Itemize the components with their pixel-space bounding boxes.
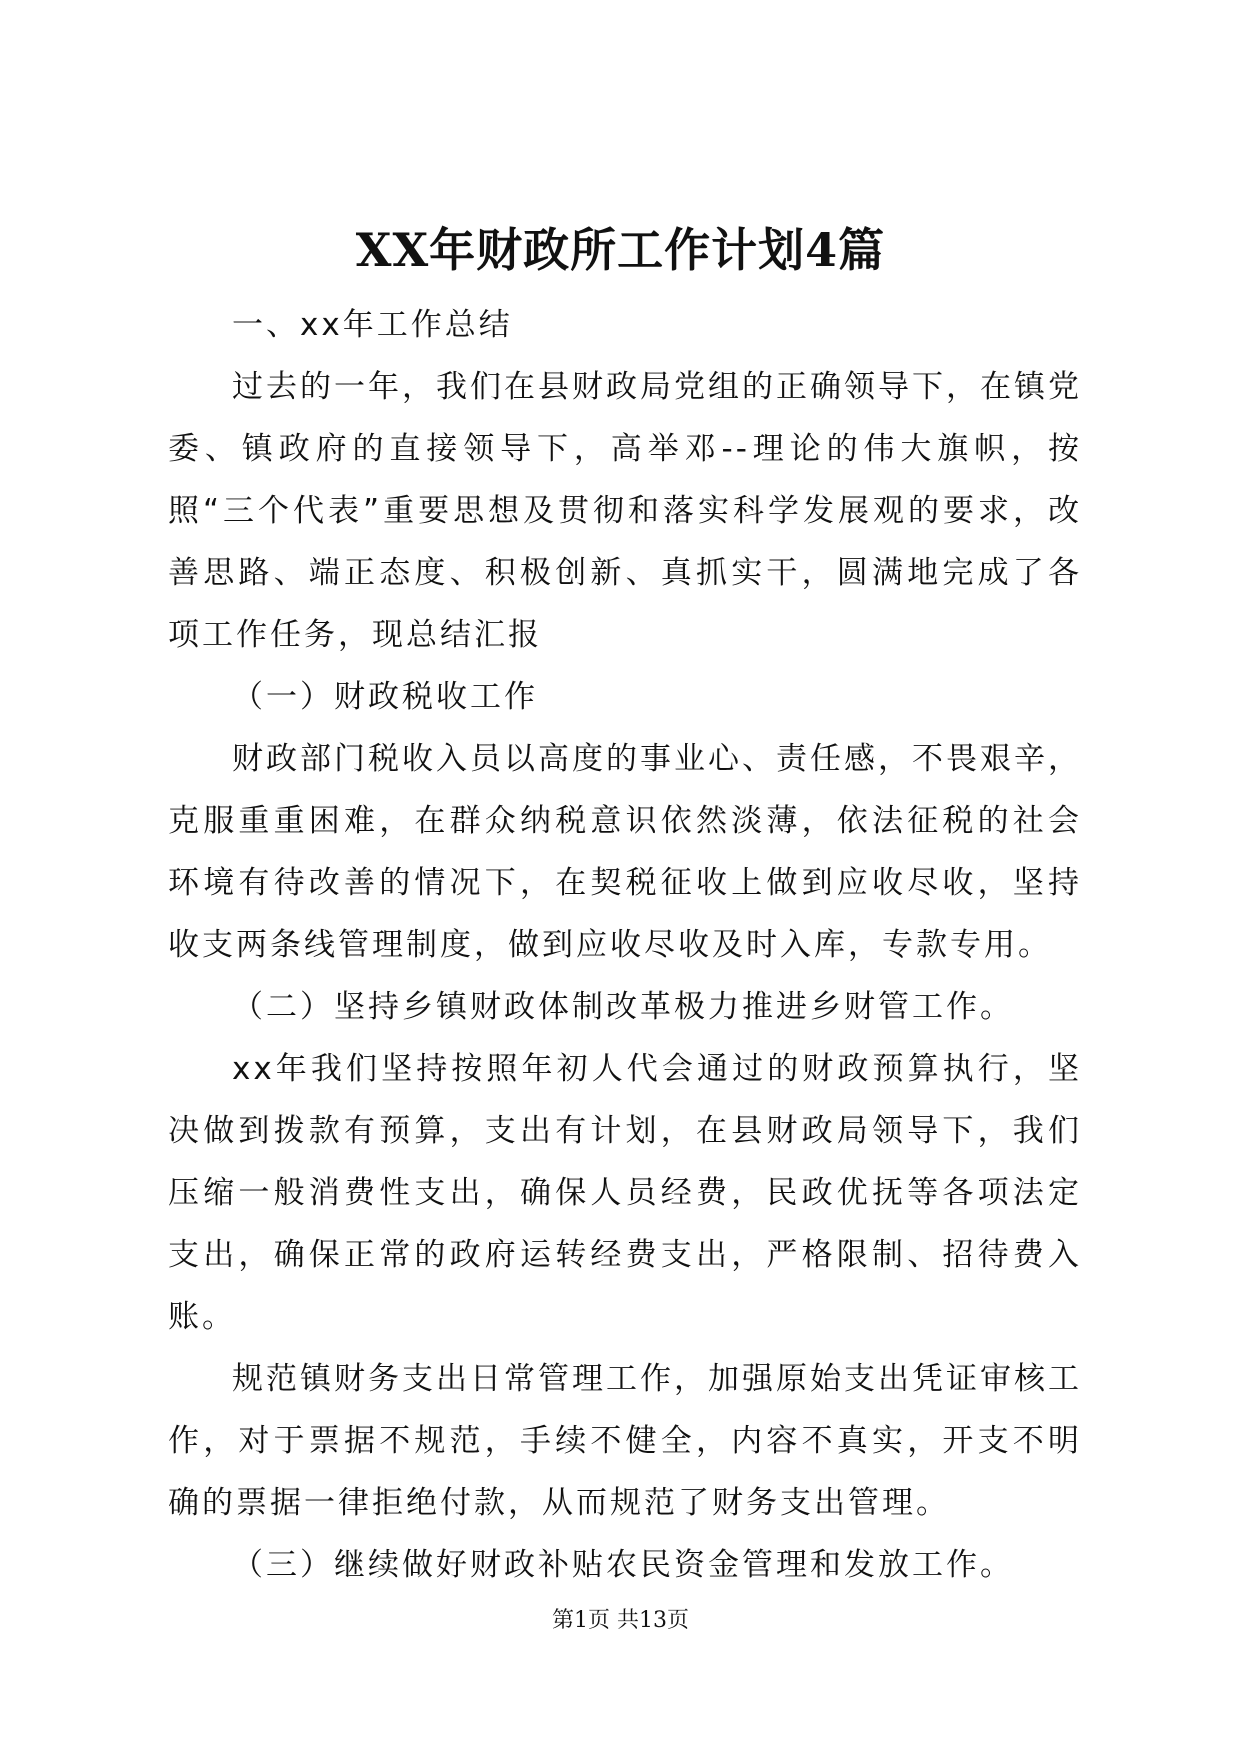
- section-heading-tax: （一）财政税收工作: [232, 679, 538, 715]
- paragraph-budget: xx年我们坚持按照年初人代会通过的财政预算执行，坚决做到拨款有预算，支出有计划，在县财政局领导下，我们压缩一般消费性支出，确保人员经费，民政优抚等各项法定支出，确保正常的政府运转经费支出，严格限制、招待费入账。: [168, 1051, 1082, 1335]
- paragraph-expenditure: 规范镇财务支出日常管理工作，加强原始支出凭证审核工作，对于票据不规范，手续不健全，内容不真实，开支不明确的票据一律拒绝付款，从而规范了财务支出管理。: [168, 1361, 1082, 1521]
- page-footer: 第1页 共13页: [552, 1608, 689, 1633]
- document-body: [168, 294, 1082, 1596]
- section-heading-subsidy: （三）继续做好财政补贴农民资金管理和发放工作。: [232, 1547, 1014, 1583]
- document-title: XX年财政所工作计划4篇: [355, 223, 886, 277]
- section-heading-summary: 一、xx年工作总结: [232, 307, 513, 343]
- section-heading-reform: （二）坚持乡镇财政体制改革极力推进乡财管工作。: [232, 989, 1014, 1025]
- paragraph-intro: 过去的一年，我们在县财政局党组的正确领导下，在镇党委、镇政府的直接领导下，高举邓--理论的伟大旗帜，按照“三个代表”重要思想及贯彻和落实科学发展观的要求，改善思路、端正态度、积极创新、真抓实干，圆满地完成了各项工作任务，现总结汇报: [168, 369, 1082, 653]
- paragraph-tax: 财政部门税收入员以高度的事业心、责任感，不畏艰辛，克服重重困难，在群众纳税意识依然淡薄，依法征税的社会环境有待改善的情况下，在契税征收上做到应收尽收，坚持收支两条线管理制度，做到应收尽收及时入库，专款专用。: [168, 741, 1082, 963]
